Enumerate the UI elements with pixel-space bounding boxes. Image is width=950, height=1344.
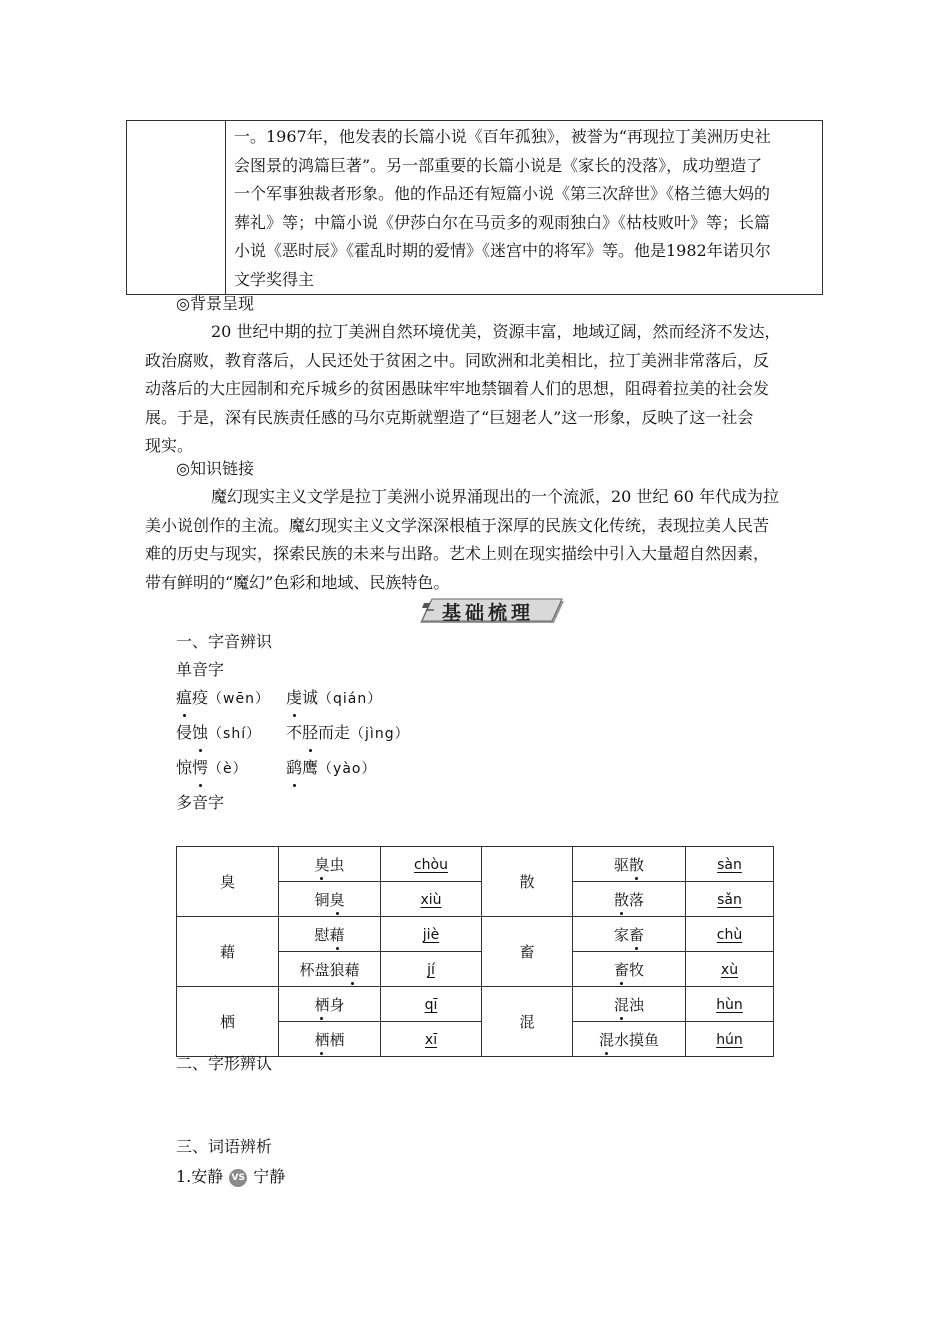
word-part: 杯盘狼 [299, 960, 345, 979]
word-part: 虫 [329, 855, 345, 874]
knowledge-line: 美小说创作的主流。魔幻现实主义文学深深根植于深厚的民族文化传统，表现拉美人民苦 [145, 515, 770, 535]
background-paragraph [145, 318, 815, 461]
knowledge-line: 魔幻现实主义文学是拉丁美洲小说界涌现出的一个流派，20 世纪 60 年代成为拉 [211, 487, 779, 506]
word-part: 不 [286, 723, 303, 742]
word-part: 诚 [302, 688, 319, 707]
poly-pinyin-cell [686, 847, 774, 882]
poly-pinyin: sǎn [717, 892, 742, 908]
word-part: 驱 [613, 855, 629, 874]
word-part: 栖 [329, 1030, 345, 1049]
word-part: 铜 [314, 890, 330, 909]
item-right-word: 宁静 [253, 1167, 286, 1186]
pinyin: （shí） [208, 726, 262, 742]
pinyin: （wēn） [208, 691, 270, 707]
poly-pinyin: chòu [413, 857, 448, 873]
dotted-char: 鹞 [286, 754, 302, 782]
single-item [286, 684, 382, 713]
section2-title: 二、字形辨认 [176, 1054, 273, 1073]
poly-pinyin-cell [381, 917, 482, 952]
single-item [286, 719, 410, 748]
dotted-char: 畜 [629, 925, 645, 944]
section1-title: 一、字音辨识 [176, 632, 273, 651]
poly-pinyin: hún [716, 1032, 743, 1048]
poly-pinyin: qī [424, 997, 438, 1013]
poly-char: 栖 [177, 987, 279, 1057]
knowledge-line: 难的历史与现实，探索民族的未来与出路。艺术上则在现实描绘中引入大量超自然因素， [145, 544, 770, 563]
poly-word [573, 917, 686, 952]
dotted-char: 臭 [314, 855, 330, 874]
dotted-char: 瘟 [176, 684, 192, 712]
bio-text-cell [226, 121, 823, 295]
word-part: 慰 [314, 925, 330, 944]
word-part: 疫 [192, 688, 209, 707]
poly-word [279, 952, 381, 987]
table-row [177, 847, 774, 882]
poly-word [279, 917, 381, 952]
poly-word [573, 847, 686, 882]
poly-pinyin: xiù [420, 892, 442, 908]
poly-pinyin-cell [381, 847, 482, 882]
word-part: 侵 [176, 723, 193, 742]
polyphonic-table [176, 846, 774, 1057]
dotted-char: 藉 [329, 925, 345, 944]
word-part: 水摸鱼 [614, 1030, 660, 1049]
word-part: 浊 [629, 995, 645, 1014]
dotted-char: 混 [613, 995, 629, 1014]
background-line: 政治腐败，教育落后，人民还处于贫困之中。同欧洲和北美相比，拉丁美洲非常落后，反 [145, 350, 770, 370]
poly-pinyin: hùn [716, 997, 743, 1013]
poly-pinyin-cell [381, 987, 482, 1022]
knowledge-paragraph [145, 483, 815, 597]
poly-word [573, 987, 686, 1022]
poly-char: 混 [482, 987, 573, 1057]
poly-char: 藉 [177, 917, 279, 987]
background-line: 现实。 [145, 436, 194, 455]
bio-line: 会图景的鸿篇巨著”。另一部重要的长篇小说是《家长的没落》，成功塑造了 [234, 155, 763, 175]
poly-pinyin-cell [381, 882, 482, 917]
poly-pinyin-cell [686, 987, 774, 1022]
dotted-char: 栖 [314, 995, 330, 1014]
section-banner [420, 597, 564, 625]
pinyin: （yào） [318, 761, 377, 777]
vs-icon: VS [229, 1169, 247, 1187]
dotted-char: 胫 [302, 719, 318, 747]
poly-pinyin-cell [381, 1022, 482, 1057]
bio-line: 葬礼》等；中篇小说《伊莎白尔在马贡多的观雨独白》《枯枝败叶》等；长篇 [234, 212, 771, 232]
dotted-char: 栖 [314, 1030, 330, 1049]
bio-line: 文学奖得主 [234, 269, 315, 289]
dotted-char: 虔 [286, 684, 302, 712]
dotted-char: 混 [598, 1030, 614, 1049]
poly-word [279, 1022, 381, 1057]
poly-word [573, 952, 686, 987]
single-label: 单音字 [176, 660, 225, 679]
poly-pinyin-cell [686, 952, 774, 987]
dotted-char: 畜 [613, 960, 629, 979]
poly-char: 畜 [482, 917, 573, 987]
item-left-word: 安静 [191, 1167, 224, 1186]
poly-pinyin-cell [686, 917, 774, 952]
bio-table [126, 120, 823, 295]
table-row [177, 917, 774, 952]
background-line: 20 世纪中期的拉丁美洲自然环境优美，资源丰富，地域辽阔，然而经济不发达， [211, 322, 781, 341]
dotted-char: 藉 [344, 960, 360, 979]
bio-line: 一。1967年，他发表的长篇小说《百年孤独》，被誉为“再现拉丁美洲历史社 [234, 127, 771, 146]
bio-label-cell [127, 121, 226, 295]
table-row [177, 987, 774, 1022]
pinyin: （qián） [318, 691, 383, 707]
poly-pinyin: jí [427, 962, 435, 978]
word-part: 鹰 [302, 758, 319, 777]
knowledge-heading: ◎知识链接 [176, 459, 254, 478]
banner-title: 基础梳理 [442, 602, 535, 624]
item-number: 1. [176, 1167, 192, 1186]
section3-title: 三、词语辨析 [176, 1137, 273, 1156]
single-item [286, 754, 376, 783]
bio-line: 小说《恶时辰》《霍乱时期的爱情》《迷宫中的将军》等。他是1982年诺贝尔 [234, 241, 771, 260]
word-part: 落 [629, 890, 645, 909]
word-part: 惊 [176, 758, 193, 777]
background-line: 动落后的大庄园制和充斥城乡的贫困愚昧牢牢地禁锢着人们的思想，阻碍着拉美的社会发 [145, 379, 770, 398]
bio-line: 一个军事独裁者形象。他的作品还有短篇小说《第三次辞世》《格兰德大妈的 [234, 184, 771, 203]
poly-pinyin: sàn [717, 857, 742, 873]
pinyin: （è） [208, 761, 248, 777]
poly-pinyin: chù [716, 927, 743, 943]
dotted-char: 蚀 [192, 719, 208, 747]
knowledge-line: 带有鲜明的“魔幻”色彩和地域、民族特色。 [145, 572, 450, 592]
background-heading: ◎背景呈现 [176, 294, 254, 313]
poly-word [279, 882, 381, 917]
poly-word [279, 847, 381, 882]
comparison-item [176, 1163, 285, 1191]
single-item [176, 719, 261, 748]
poly-pinyin: xù [720, 962, 739, 978]
word-part: 牧 [629, 960, 645, 979]
dotted-char: 散 [629, 855, 645, 874]
poly-word [279, 987, 381, 1022]
single-item [176, 684, 270, 713]
multi-label: 多音字 [176, 793, 225, 812]
poly-pinyin-cell [381, 952, 482, 987]
dotted-char: 臭 [329, 890, 345, 909]
pinyin: （jìng） [350, 726, 410, 742]
poly-pinyin: xī [424, 1032, 438, 1048]
poly-char: 散 [482, 847, 573, 917]
poly-pinyin-cell [686, 882, 774, 917]
poly-char: 臭 [177, 847, 279, 917]
poly-word [573, 882, 686, 917]
dotted-char: 愕 [192, 754, 208, 782]
word-part: 而走 [318, 723, 351, 742]
word-part: 家 [613, 925, 629, 944]
background-line: 展。于是，深有民族责任感的马尔克斯就塑造了“巨翅老人”这一形象，反映了这一社会 [145, 407, 754, 427]
single-item [176, 754, 248, 783]
dotted-char: 散 [613, 890, 629, 909]
poly-pinyin: jiè [422, 927, 440, 943]
poly-word [573, 1022, 686, 1057]
poly-pinyin-cell [686, 1022, 774, 1057]
word-part: 身 [329, 995, 345, 1014]
